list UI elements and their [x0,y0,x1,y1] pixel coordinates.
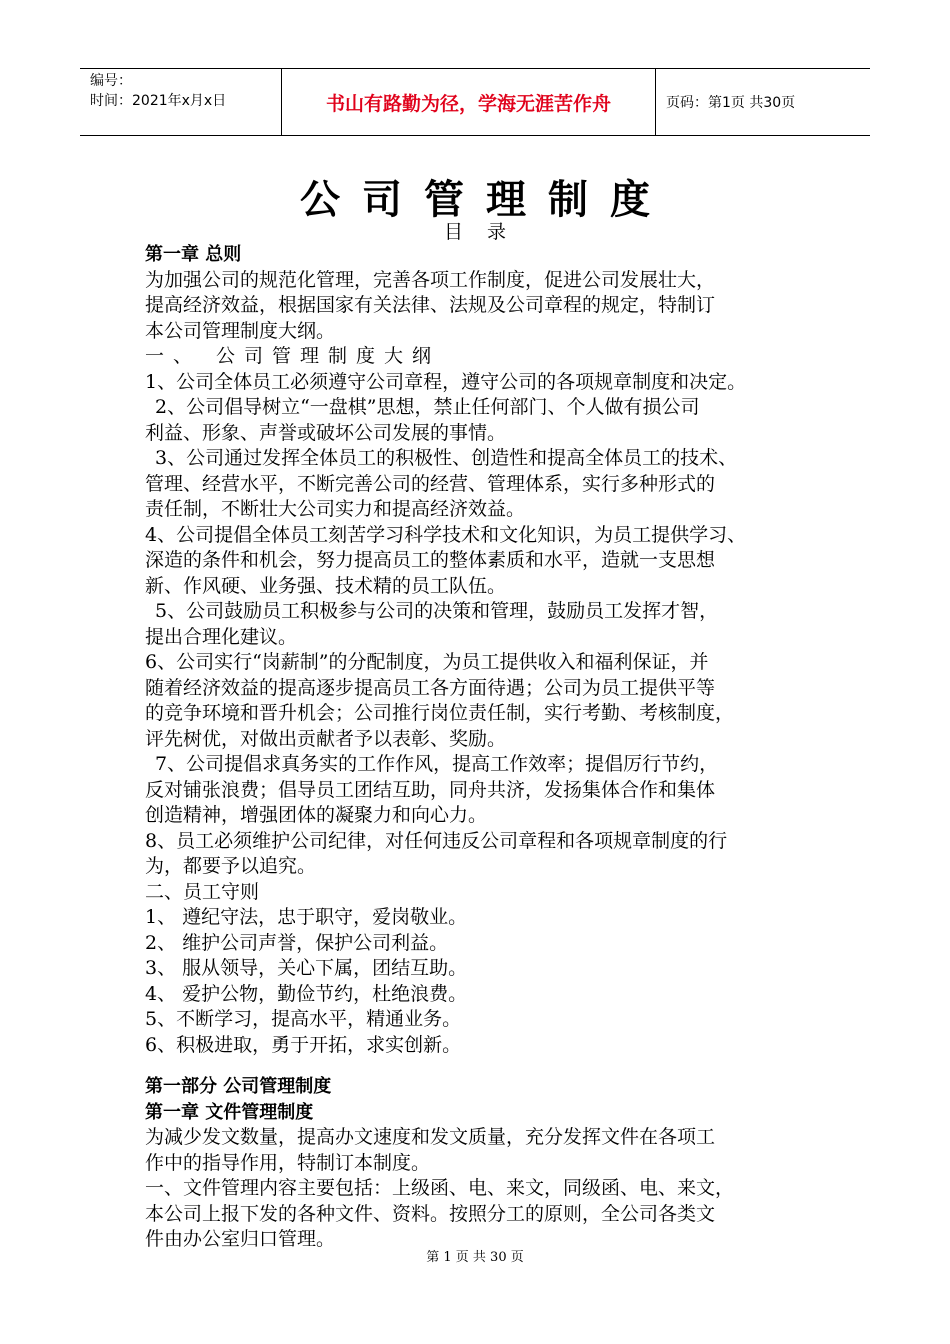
paragraph-line: 为，都要予以追究。 [145,855,317,877]
paragraph-line: 深造的条件和机会，努力提高员工的整体素质和水平，造就一支思想 [145,549,716,571]
paragraph-line: 本公司上报下发的各种文件、资料。按照分工的原则，全公司各类文 [145,1202,716,1225]
paragraph-line: 4、公司提倡全体员工刻苦学习科学技术和文化知识，为员工提供学习、 [145,523,747,546]
paragraph-line: 3、公司通过发挥全体员工的积极性、创造性和提高全体员工的技术、 [155,447,738,469]
paragraph-line: 为加强公司的规范化管理，完善各项工作制度，促进公司发展壮大， [145,268,716,291]
number-label: 编号： [90,73,132,89]
paragraph-line: 随着经济效益的提高逐步提高员工各方面待遇；公司为员工提供平等 [145,676,716,699]
paragraph-line: 件由办公室归口管理。 [145,1228,336,1250]
chapter-heading: 第一章 总则 [145,244,242,265]
page-info: 页码：第1页 共30页 [666,95,796,111]
paragraph-line: 新、作风硬、业务强、技术精的员工队伍。 [145,574,507,597]
paragraph-line: 作中的指导作用，特制订本制度。 [145,1151,431,1174]
paragraph-line: 7、公司提倡求真务实的工作作风，提高工作效率；提倡厉行节约， [155,753,719,775]
paragraph-line: 为减少发文数量，提高办文速度和发文质量，充分发挥文件在各项工 [145,1126,716,1148]
paragraph-line: 的竞争环境和晋升机会；公司推行岗位责任制，实行考勤、考核制度， [145,702,735,724]
list-item: 2、 维护公司声誉，保护公司利益。 [145,931,449,954]
paragraph-line: 1、公司全体员工必须遵守公司章程，遵守公司的各项规章制度和决定。 [145,370,747,393]
header-motto-cell [282,69,656,135]
part-heading: 第一部分 公司管理制度 [145,1076,332,1097]
paragraph-line: 提高经济效益，根据国家有关法律、法规及公司章程的规定，特制订 [145,294,716,316]
paragraph-line: 反对铺张浪费；倡导员工团结互助，同舟共济，发扬集体合作和集体 [145,778,716,801]
paragraph-line: 6、公司实行“岗薪制”的分配制度，为员工提供收入和福利保证，并 [145,651,709,673]
list-item: 4、 爱护公物，勤俭节约，杜绝浪费。 [145,982,468,1005]
header-page-cell [656,69,870,135]
toc-heading: 目录 [443,221,530,243]
paragraph-line: 2、公司倡导树立“一盘棋”思想，禁止任何部门、个人做有损公司 [155,396,700,418]
header-meta-cell [80,69,282,135]
paragraph-line: 本公司管理制度大纲。 [145,319,336,342]
list-item: 5、不断学习，提高水平，精通业务。 [145,1008,462,1030]
section-heading: 一、 公司管理制度大纲 [145,345,441,367]
document-title: 公司管理制度 [300,177,672,223]
motto-text: 书山有路勤为径，学海无涯苦作舟 [325,92,611,115]
document-body [145,242,825,1253]
paragraph-line: 责任制，不断壮大公司实力和提高经济效益。 [145,498,526,520]
paragraph-line: 一、文件管理内容主要包括：上级函、电、来文，同级函、电、来文， [145,1177,735,1199]
time-label: 时间：2021年x月x日 [90,93,227,109]
page-header-table [80,68,870,136]
spacer [145,1058,825,1074]
chapter-heading: 第一章 文件管理制度 [145,1101,314,1123]
section-heading: 二、员工守则 [145,880,260,903]
paragraph-line: 提出合理化建议。 [145,625,298,648]
paragraph-line: 评先树优，对做出贡献者予以表彰、奖励。 [145,727,507,750]
paragraph-line: 管理、经营水平，不断完善公司的经营、管理体系，实行多种形式的 [145,472,716,495]
paragraph-line: 5、公司鼓励员工积极参与公司的决策和管理，鼓励员工发挥才智， [155,600,719,622]
paragraph-line: 8、员工必须维护公司纪律，对任何违反公司章程和各项规章制度的行 [145,829,728,852]
paragraph-line: 创造精神，增强团体的凝聚力和向心力。 [145,804,488,826]
list-item: 1、 遵纪守法，忠于职守，爱岗敬业。 [145,906,468,928]
list-item: 6、积极进取，勇于开拓，求实创新。 [145,1033,462,1056]
page-footer: 第 1 页 共 30 页 [426,1250,524,1265]
paragraph-line: 利益、形象、声誉或破坏公司发展的事情。 [145,421,507,444]
list-item: 3、 服从领导，关心下属，团结互助。 [145,957,468,979]
